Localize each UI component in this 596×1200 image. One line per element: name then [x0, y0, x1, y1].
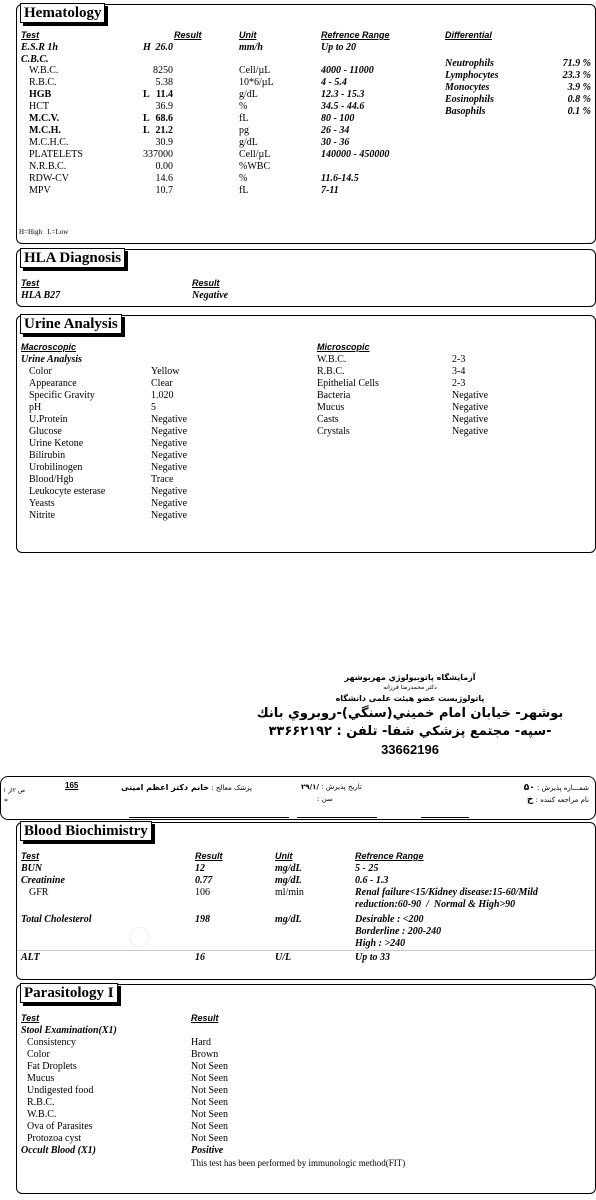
result-value: 0.00 [155, 161, 173, 172]
urine-micro-row [17, 426, 595, 438]
page-indicator: ص ۲از ۱ [3, 787, 26, 794]
test-name: ALT [21, 952, 40, 963]
reference-range: 140000 - 450000 [321, 149, 390, 160]
parasitology-title: Parasitology I [20, 983, 118, 1003]
hematology-row [17, 42, 595, 54]
referring-doctor [121, 783, 252, 792]
differential-value: 23.3 % [562, 70, 591, 81]
test-name: HGB [29, 89, 52, 100]
differential-row [17, 106, 595, 118]
lab-doctor: دكتر محمدرضا فرزانه [383, 684, 437, 691]
unit: Cell/µL [239, 149, 271, 160]
differential-name: Neutrophils [445, 58, 494, 69]
result-value: Not Seen [191, 1133, 228, 1144]
visitor-name [527, 795, 589, 805]
biochem-row [17, 887, 595, 899]
result-value: Not Seen [191, 1109, 228, 1120]
unit: g/dL [239, 137, 258, 148]
biochem-row-cont [17, 926, 595, 938]
urine-row [17, 438, 595, 450]
test-name: E.S.R 1h [21, 42, 58, 53]
unit: % [239, 101, 248, 112]
reference-range: 12.3 - 15.3 [321, 89, 365, 100]
hla-header-result: Result [192, 278, 220, 288]
test-name: W.B.C. [317, 354, 347, 365]
differential-name: Basophils [445, 106, 486, 117]
biochem-header-test: Test [21, 851, 40, 861]
admission-date [301, 783, 362, 791]
result-value: Negative [151, 414, 188, 425]
lab-name: آزمايشگاه پاتوبيولوژي مهربوشهر [344, 673, 476, 682]
result-value: 2-3 [452, 378, 466, 389]
differential-name: Lymphocytes [445, 70, 499, 81]
unit: mg/dL [275, 863, 302, 874]
doctor-label: پزشک معالج : [211, 784, 252, 792]
hematology-title: Hematology [20, 3, 105, 23]
test-name: Nitrite [29, 510, 56, 521]
result-value: Negative [151, 426, 188, 437]
differential-row [17, 82, 595, 94]
parasitology-row [17, 1085, 595, 1097]
test-name: Urine Analysis [21, 354, 83, 365]
test-name: BUN [21, 863, 43, 874]
unit: U/L [275, 952, 292, 963]
hematology-row [17, 137, 595, 149]
hematology-row [17, 161, 595, 173]
differential-value: 3.9 % [567, 82, 591, 93]
reference-range: 26 - 34 [321, 125, 350, 136]
result-value: Negative [151, 486, 188, 497]
biochem-panel [16, 822, 596, 980]
result-value: Not Seen [191, 1073, 228, 1084]
result-value: Negative [452, 390, 489, 401]
result-value: 14.6 [155, 173, 173, 184]
unit: g/dL [239, 89, 258, 100]
result-value: 198 [195, 914, 210, 925]
test-name: Fat Droplets [27, 1061, 77, 1072]
test-name: Mucus [27, 1073, 55, 1084]
result-value: 5.38 [155, 77, 173, 88]
row-separator [17, 950, 595, 951]
parasitology-row [17, 1145, 595, 1157]
patient-age: سن : [317, 795, 333, 803]
result-value: 2-3 [452, 354, 466, 365]
test-name: Mucus [317, 402, 345, 413]
hematology-header-range: Refrence Range [321, 30, 390, 40]
test-name: GFR [29, 887, 49, 898]
lab-header [250, 672, 570, 759]
test-name: HCT [29, 101, 49, 112]
reference-range: 4000 - 11000 [321, 65, 374, 76]
hla-panel [16, 249, 596, 307]
result-value: Yellow [151, 366, 180, 377]
reference-range: 11.6-14.5 [321, 173, 359, 184]
result-value: 21.2 [155, 125, 173, 136]
result-value: Brown [191, 1049, 219, 1060]
urine-micro-row [17, 390, 595, 402]
test-name: Bacteria [317, 390, 351, 401]
result-value: Negative [452, 402, 489, 413]
reference-range: 7-11 [321, 185, 339, 196]
result-value: 26.0 [155, 42, 173, 53]
result-value: 3-4 [452, 366, 466, 377]
patient-divider [421, 819, 469, 820]
parasitology-header-result: Result [191, 1013, 219, 1023]
hole-punch-mark [129, 927, 149, 947]
unit: fL [239, 113, 249, 124]
reference-range: 5 - 25 [355, 863, 379, 874]
test-name: U.Protein [29, 414, 68, 425]
hematology-row [17, 125, 595, 137]
differential-row [17, 94, 595, 106]
test-name: Yeasts [29, 498, 55, 509]
result-value: 337000 [143, 149, 173, 160]
reference-range: Desirable : <200 [355, 914, 424, 925]
parasitology-panel [16, 984, 596, 1194]
hematology-header-differential: Differential [445, 30, 492, 40]
urine-row [17, 462, 595, 474]
result-value: 30.9 [155, 137, 173, 148]
biochem-title: Blood Biochimistry [20, 821, 152, 841]
result-value: Hard [191, 1037, 211, 1048]
reference-range: Renal failure<15/Kidney disease:15-60/Mild [355, 887, 538, 898]
lab-address-line2: -سپه- مجتمع پزشكي شفا- تلفن : ۳۳۶۶۲۱۹۲ [268, 724, 552, 739]
parasitology-row [17, 1025, 595, 1037]
patient-divider [421, 817, 469, 818]
reference-range: Borderline : 200-240 [355, 926, 442, 937]
urine-header-macroscopic: Macroscopic [21, 342, 77, 352]
lab-role: پاتولوژیست عضو هیئت علمی دانشگاه [335, 694, 485, 703]
result-value: Not Seen [191, 1061, 228, 1072]
result-value: Negative [192, 290, 229, 301]
biochem-header-range: Refrence Range [355, 851, 424, 861]
unit: %WBC [239, 161, 271, 172]
reference-range: High : >240 [355, 938, 406, 949]
test-name: R.B.C. [27, 1097, 55, 1108]
test-name: M.C.H. [29, 125, 61, 136]
test-name: W.B.C. [27, 1109, 57, 1120]
differential-name: Monocytes [445, 82, 490, 93]
biochem-header-result: Result [195, 851, 223, 861]
result-value: Negative [452, 414, 489, 425]
visitor-value: خ [526, 795, 534, 805]
test-name: Casts [317, 414, 339, 425]
result-value: Negative [151, 498, 188, 509]
result-value: Negative [151, 462, 188, 473]
result-flag: H [143, 42, 151, 53]
test-name: Protozoa cyst [27, 1133, 82, 1144]
unit: ml/min [275, 887, 304, 898]
unit: fL [239, 185, 249, 196]
urine-micro-row [17, 354, 595, 366]
result-flag: L [143, 89, 150, 100]
test-name: MPV [29, 185, 51, 196]
hematology-header-test: Test [21, 30, 40, 40]
method-note: This test has been performed by immunologic method(FIT) [191, 1158, 406, 1168]
hematology-row [17, 173, 595, 185]
urine-panel [16, 315, 596, 553]
result-value: 106 [195, 887, 210, 898]
parasitology-row [17, 1037, 595, 1049]
differential-row [17, 70, 595, 82]
biochem-row [17, 863, 595, 875]
test-name: Urine Ketone [29, 438, 84, 449]
parasitology-note [17, 1157, 595, 1169]
result-value: 68.6 [155, 113, 173, 124]
result-value: Negative [452, 426, 489, 437]
differential-row [17, 58, 595, 70]
reference-range: 30 - 36 [321, 137, 350, 148]
urine-micro-row [17, 414, 595, 426]
patient-info-panel [0, 776, 596, 820]
test-name: Blood/Hgb [29, 474, 74, 485]
test-name: N.R.B.C. [29, 161, 67, 172]
parasitology-row [17, 1121, 595, 1133]
result-value: 1.020 [151, 390, 174, 401]
result-flag: L [143, 125, 150, 136]
hematology-header-result: Result [174, 30, 202, 40]
reference-range: 80 - 100 [321, 113, 355, 124]
unit: 10*6/µL [239, 77, 274, 88]
parasitology-row [17, 1061, 595, 1073]
page-mark: * [4, 797, 8, 806]
result-value: 16 [195, 952, 205, 963]
result-value: 12 [195, 863, 205, 874]
unit: pg [239, 125, 249, 136]
result-flag: L [143, 113, 150, 124]
result-value: 8250 [153, 65, 173, 76]
patient-divider [129, 819, 289, 820]
test-name: Creatinine [21, 875, 65, 886]
result-value: 10.7 [155, 185, 173, 196]
test-name: pH [29, 402, 42, 413]
parasitology-row [17, 1049, 595, 1061]
result-value: 36.9 [155, 101, 173, 112]
test-name: HLA B27 [21, 290, 61, 301]
reception-label: شمـــاره پذیرش : [536, 784, 589, 792]
test-name: R.B.C. [29, 77, 57, 88]
reception-number [524, 783, 589, 793]
test-name: M.C.H.C. [29, 137, 69, 148]
test-name: Bilirubin [29, 450, 66, 461]
reference-range: 34.5 - 44.6 [321, 101, 365, 112]
result-value: 11.4 [156, 89, 173, 100]
test-name: Urobilinogen [29, 462, 83, 473]
doctor-value: خانم دکتر اعظم امینی [121, 783, 209, 792]
result-value: Not Seen [191, 1121, 228, 1132]
reference-range: 0.6 - 1.3 [355, 875, 389, 886]
unit: mm/h [239, 42, 263, 53]
test-name: Epithelial Cells [317, 378, 379, 389]
test-name: Stool Examination(X1) [21, 1025, 117, 1036]
biochem-row-cont [17, 938, 595, 950]
unit: % [239, 173, 248, 184]
result-value: Clear [151, 378, 173, 389]
reference-range: Up to 33 [355, 952, 390, 963]
differential-name: Eosinophils [445, 94, 494, 105]
result-value: Positive [191, 1145, 224, 1156]
urine-row [17, 510, 595, 522]
urine-row [17, 450, 595, 462]
biochem-row [17, 952, 595, 964]
test-name: Specific Gravity [29, 390, 95, 401]
hla-header-test: Test [21, 278, 40, 288]
urine-row [17, 474, 595, 486]
test-name: M.C.V. [29, 113, 60, 124]
reference-range: 4 - 5.4 [321, 77, 347, 88]
urine-row [17, 486, 595, 498]
lab-address-line1: بوشهر- خيابان امام خميني(سنگي)-روبروي بانك [256, 706, 564, 721]
parasitology-row [17, 1109, 595, 1121]
test-name: Crystals [317, 426, 350, 437]
hematology-header-unit: Unit [239, 30, 257, 40]
result-value: Not Seen [191, 1085, 228, 1096]
reference-range: Up to 20 [321, 42, 356, 53]
test-name: C.B.C. [21, 54, 49, 65]
urine-header-microscopic: Microscopic [317, 342, 370, 352]
test-name: Glucose [29, 426, 62, 437]
result-value: 0.77 [195, 875, 213, 886]
result-value: Negative [151, 510, 188, 521]
parasitology-row [17, 1073, 595, 1085]
reference-range: reduction:60-90 / Normal & High>90 [355, 899, 516, 910]
biochem-header-unit: Unit [275, 851, 293, 861]
test-name: Consistency [27, 1037, 76, 1048]
biochem-row [17, 875, 595, 887]
unit: Cell/µL [239, 65, 271, 76]
test-name: Color [29, 366, 52, 377]
test-name: Total Cholesterol [21, 914, 92, 925]
urine-title: Urine Analysis [20, 314, 122, 334]
patient-divider [297, 819, 377, 820]
biochem-row-cont [17, 899, 595, 911]
reception-value: ۵۰ [523, 783, 535, 793]
test-name: RDW-CV [29, 173, 69, 184]
flag-legend: H=High L=Low [19, 228, 69, 236]
test-name: Occult Blood (X1) [21, 1145, 96, 1156]
hla-title: HLA Diagnosis [20, 248, 125, 268]
result-value: Negative [151, 450, 188, 461]
patient-divider [129, 817, 289, 818]
urine-micro-row [17, 366, 595, 378]
test-name: Undigested food [27, 1085, 94, 1096]
urine-micro-row [17, 378, 595, 390]
visitor-label: نام مراجعه کننده : [535, 796, 589, 804]
test-name: Ova of Parasites [27, 1121, 93, 1132]
result-value: Trace [151, 474, 174, 485]
test-name: Leukocyte esterase [29, 486, 106, 497]
biochem-row [17, 914, 595, 926]
date-value: /۲۹/۱ [301, 783, 319, 791]
test-name: W.B.C. [29, 65, 59, 76]
parasitology-row [17, 1133, 595, 1145]
result-value: Not Seen [191, 1097, 228, 1108]
patient-divider [297, 817, 377, 818]
differential-value: 71.9 % [562, 58, 591, 69]
hematology-row [17, 185, 595, 197]
parasitology-header-test: Test [21, 1013, 40, 1023]
test-name: PLATELETS [29, 149, 83, 160]
unit: mg/dL [275, 875, 302, 886]
parasitology-row [17, 1097, 595, 1109]
test-name: R.B.C. [317, 366, 345, 377]
lab-phone: 33662196 [381, 742, 439, 757]
hematology-row [17, 149, 595, 161]
test-name: Color [27, 1049, 50, 1060]
test-name: Appearance [29, 378, 77, 389]
urine-micro-row [17, 402, 595, 414]
differential-value: 0.1 % [567, 106, 591, 117]
specimen-code: 165 [65, 781, 79, 790]
result-value: 5 [151, 402, 156, 413]
unit: mg/dL [275, 914, 302, 925]
date-label: تاریخ پذیرش : [321, 783, 362, 791]
urine-row [17, 498, 595, 510]
hla-row [17, 290, 595, 302]
differential-value: 0.8 % [567, 94, 591, 105]
hematology-panel [16, 4, 596, 244]
result-value: Negative [151, 438, 188, 449]
